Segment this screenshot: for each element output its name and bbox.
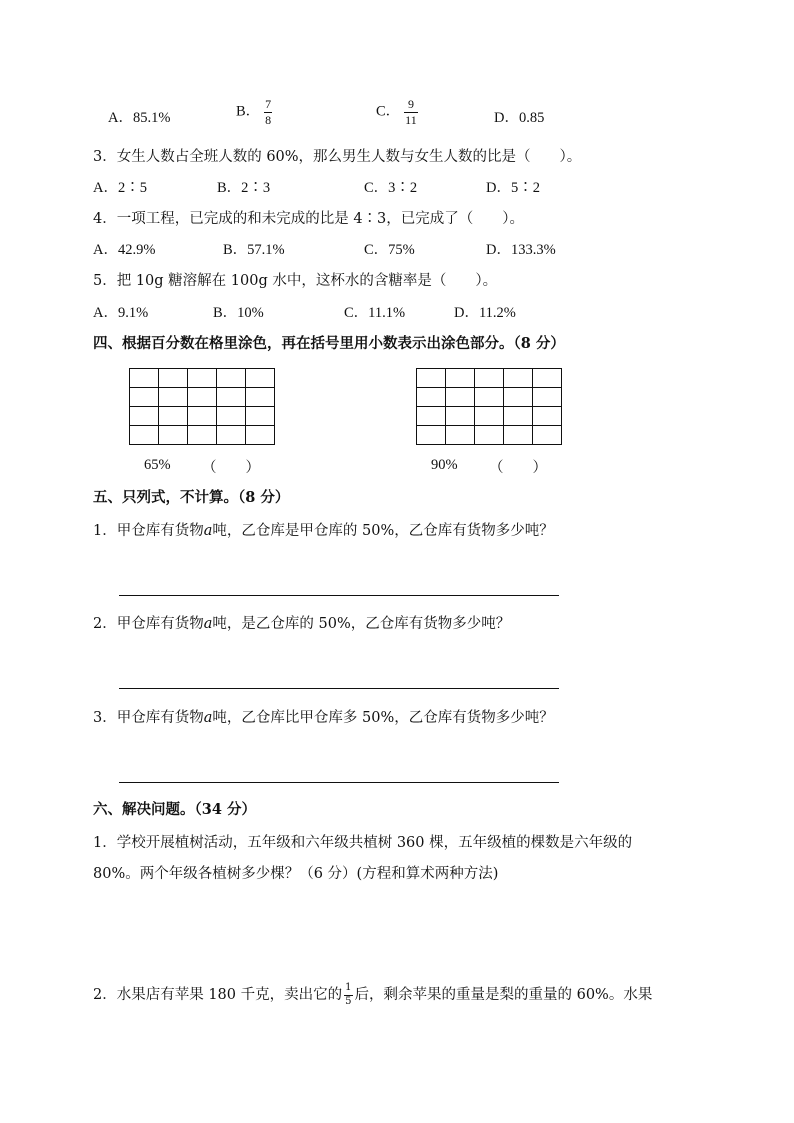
q2-option-b-denominator: 8 xyxy=(265,112,272,127)
grid-cell[interactable] xyxy=(417,388,446,407)
section6-q2-denominator: 5 xyxy=(345,995,352,1007)
grid-cell[interactable] xyxy=(130,369,159,388)
section5-q2-post: 吨，是乙仓库的 50%，乙仓库有货物多少吨？ xyxy=(212,616,511,632)
grid-cell[interactable] xyxy=(533,369,562,388)
answer-line-3[interactable] xyxy=(119,782,559,783)
grid-cell[interactable] xyxy=(188,407,217,426)
q5-option-a: A．9.1% xyxy=(93,305,149,321)
section5-heading: 五、只列式，不计算。（8 分） xyxy=(93,489,290,506)
q2-option-b-numerator: 7 xyxy=(265,97,272,111)
q3-option-b: B．2∶3 xyxy=(217,180,271,196)
section5-q1-post: 吨，乙仓库是甲仓库的 50%，乙仓库有货物多少吨？ xyxy=(212,523,554,539)
q2-option-c-prefix: C． xyxy=(376,103,401,120)
grid-cell[interactable] xyxy=(246,407,275,426)
answer-line-2[interactable] xyxy=(119,688,559,689)
grid-90[interactable] xyxy=(416,368,562,445)
grid-cell[interactable] xyxy=(504,426,533,445)
q5-option-d: D．11.2% xyxy=(454,305,516,321)
grid-cell[interactable] xyxy=(533,388,562,407)
section6-q2-fraction xyxy=(344,983,352,1007)
q2-option-a: A．85.1% xyxy=(108,110,171,126)
grid-cell[interactable] xyxy=(504,369,533,388)
q4-option-b: B．57.1% xyxy=(223,242,285,258)
q2-option-c-fraction xyxy=(404,98,418,126)
q3-option-d: D．5∶2 xyxy=(486,180,540,196)
q4-option-d: D．133.3% xyxy=(486,242,556,258)
grid-65-answer-paren[interactable]: （ ） xyxy=(202,460,260,476)
q4-option-a: A．42.9% xyxy=(93,242,156,258)
section5-q2-pre: 2．甲仓库有货物 xyxy=(93,616,204,632)
grid-cell[interactable] xyxy=(446,369,475,388)
q2-option-c xyxy=(376,98,418,126)
grid-cell[interactable] xyxy=(217,369,246,388)
section5-q3 xyxy=(93,706,554,727)
grid-cell[interactable] xyxy=(446,426,475,445)
q3-text: 3．女生人数占全班人数的 60%，那么男生人数与女生人数的比是（ ）。 xyxy=(93,149,582,165)
grid-cell[interactable] xyxy=(130,426,159,445)
grid-cell[interactable] xyxy=(159,388,188,407)
grid-cell[interactable] xyxy=(246,369,275,388)
grid-65[interactable] xyxy=(129,368,275,445)
section5-q1 xyxy=(93,519,554,540)
grid-cell[interactable] xyxy=(188,426,217,445)
grid-cell[interactable] xyxy=(217,407,246,426)
grid-cell[interactable] xyxy=(475,388,504,407)
grid-90-label: 90% xyxy=(431,457,458,473)
q2-option-d: D．0.85 xyxy=(494,110,545,126)
grid-cell[interactable] xyxy=(217,388,246,407)
grid-cell[interactable] xyxy=(533,426,562,445)
section6-q2-post: 后，剩余苹果的重量是梨的重量的 60%。水果 xyxy=(354,987,653,1003)
grid-cell[interactable] xyxy=(188,388,217,407)
section5-q1-variable: a xyxy=(203,523,213,539)
grid-cell[interactable] xyxy=(159,426,188,445)
section6-q1-line1: 1．学校开展植树活动，五年级和六年级共植树 360 棵，五年级植的棵数是六年级的 xyxy=(93,835,633,851)
q2-option-c-numerator: 9 xyxy=(407,97,414,111)
grid-cell[interactable] xyxy=(504,407,533,426)
grid-cell[interactable] xyxy=(217,426,246,445)
section6-q2-numerator: 1 xyxy=(345,982,352,993)
grid-cell[interactable] xyxy=(504,388,533,407)
q3-option-a: A．2∶5 xyxy=(93,180,147,196)
section5-q2 xyxy=(93,612,510,633)
grid-cell[interactable] xyxy=(130,407,159,426)
grid-cell[interactable] xyxy=(417,369,446,388)
q2-option-b xyxy=(236,98,272,126)
section5-q3-post: 吨，乙仓库比甲仓库多 50%，乙仓库有货物多少吨？ xyxy=(212,710,554,726)
section5-q3-variable: a xyxy=(203,710,213,726)
section5-q3-pre: 3．甲仓库有货物 xyxy=(93,710,204,726)
grid-cell[interactable] xyxy=(475,369,504,388)
grid-cell[interactable] xyxy=(533,407,562,426)
grid-cell[interactable] xyxy=(475,426,504,445)
section6-q2-pre: 2．水果店有苹果 180 千克，卖出它的 xyxy=(93,987,343,1003)
section6-q1-line2: 80%。两个年级各植树多少棵？（6 分）(方程和算术两种方法) xyxy=(93,866,499,882)
q3-option-c: C．3∶2 xyxy=(364,180,418,196)
grid-cell[interactable] xyxy=(159,407,188,426)
section6-heading: 六、解决问题。（34 分） xyxy=(93,801,256,818)
section4-heading: 四、根据百分数在格里涂色，再在括号里用小数表示出涂色部分。（8 分） xyxy=(93,335,565,352)
q4-option-c: C．75% xyxy=(364,242,415,258)
grid-cell[interactable] xyxy=(130,388,159,407)
q2-option-b-prefix: B． xyxy=(236,103,261,120)
grid-cell[interactable] xyxy=(246,388,275,407)
grid-65-label: 65% xyxy=(144,457,171,473)
grid-cell[interactable] xyxy=(417,426,446,445)
grid-cell[interactable] xyxy=(246,426,275,445)
grid-cell[interactable] xyxy=(475,407,504,426)
answer-line-1[interactable] xyxy=(119,595,559,596)
grid-cell[interactable] xyxy=(417,407,446,426)
grid-cell[interactable] xyxy=(188,369,217,388)
grid-cell[interactable] xyxy=(159,369,188,388)
grid-cell[interactable] xyxy=(446,407,475,426)
q5-option-c: C．11.1% xyxy=(344,305,406,321)
q4-text: 4．一项工程，已完成的和未完成的比是 4∶3，已完成了（ ）。 xyxy=(93,211,525,227)
grid-cell[interactable] xyxy=(446,388,475,407)
grid-90-answer-paren[interactable]: （ ） xyxy=(489,460,547,476)
q5-text: 5．把 10g 糖溶解在 100g 水中，这杯水的含糖率是（ ）。 xyxy=(93,273,498,289)
section5-q1-pre: 1．甲仓库有货物 xyxy=(93,523,204,539)
q2-option-c-denominator: 11 xyxy=(405,112,417,127)
q2-option-b-fraction xyxy=(264,98,272,126)
section5-q2-variable: a xyxy=(203,616,213,632)
section6-q2 xyxy=(93,983,652,1007)
q5-option-b: B．10% xyxy=(213,305,264,321)
